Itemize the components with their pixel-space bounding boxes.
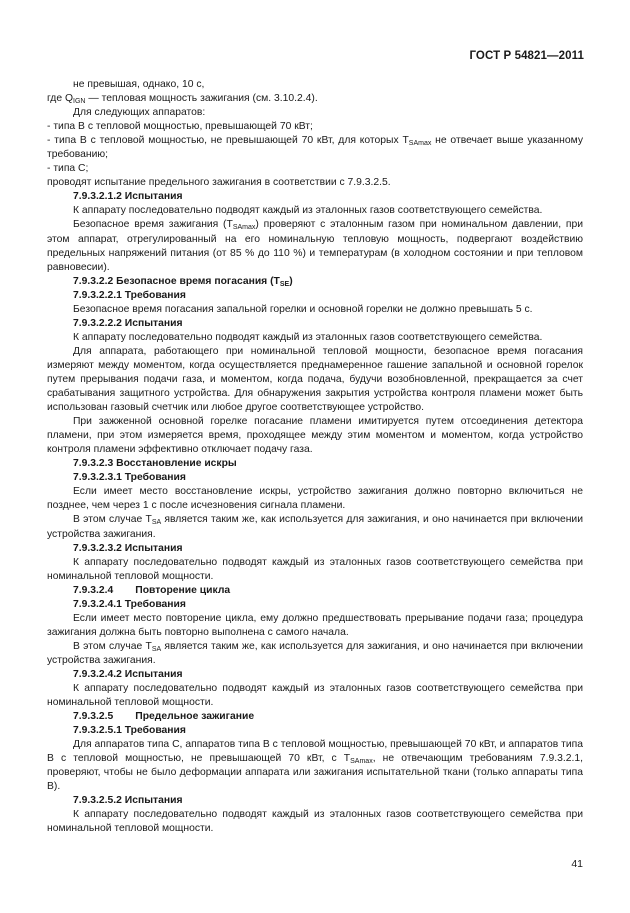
section-heading: 7.9.3.2.3.2 Испытания bbox=[73, 542, 183, 554]
section-heading: 7.9.3.2.4.1 Требования bbox=[73, 598, 186, 610]
section-heading: 7.9.3.2.2.2 Испытания bbox=[73, 317, 183, 329]
paragraph: Безопасное время погасания запальной горелки и основной горелки не должно превышать 5 с. bbox=[73, 303, 533, 315]
list-item: - типа С; bbox=[47, 163, 89, 175]
paragraph: Безопасное время зажигания $(T_{SAmax})$ проверяют с эталонным газом при номинальном давлении, при этом аппарат, отрегулированный на его номинальную тепловую мощность, подвергают воздействию предельных напряжений питания (от 85 % до 110 %) и температурам (в холодном состоянии и при тепловом равновесии). bbox=[47, 219, 583, 273]
paragraph: При зажженной основной горелке погасание пламени имитируется путем отсоединения детектора пламени, при этом измеряется время, проходящее между этим моментом и моментом, когда устройство контроля пламени эффективно отключает подачу газа. bbox=[47, 416, 583, 456]
paragraph: не превышая, однако, 10 с, bbox=[73, 79, 205, 90]
section-heading: 7.9.3.2.4.2 Испытания bbox=[73, 668, 183, 680]
document-body bbox=[47, 78, 583, 837]
paragraph: К аппарату последовательно подводят каждый из эталонных газов соответствующего семейства при номинальной тепловой мощности. bbox=[47, 556, 583, 582]
paragraph: Для аппаратов типа С, аппаратов типа В с тепловой мощностью, превышающей 70 кВт, и аппаратов типа В с тепловой мощностью, не превышающей 70 кВт, с $T_{SAmax}$, не отвечающим требованиям 7.9.3.2.1, проверяют, чтобы не было деформации аппарата или зажигания испытательной ткани (только аппараты типа В). bbox=[47, 739, 583, 793]
section-heading: 7.9.3.2.3.1 Требования bbox=[73, 472, 186, 484]
section-heading: 7.9.3.2.2 Безопасное время погасания $(T_{SE})$ bbox=[73, 275, 293, 288]
paragraph: где $Q_{IGN}$ — тепловая мощность зажигания (см. 3.10.2.4). bbox=[47, 93, 318, 106]
paragraph: К аппарату последовательно подводят каждый из эталонных газов соответствующего семейства при номинальной тепловой мощности. bbox=[47, 683, 583, 709]
paragraph: К аппарату последовательно подводят каждый из эталонных газов соответствующего семейства при номинальной тепловой мощности. bbox=[47, 809, 583, 835]
list-item: - типа В с тепловой мощностью, превышающей 70 кВт; bbox=[47, 121, 313, 133]
paragraph: Для следующих аппаратов: bbox=[73, 107, 206, 119]
standard-header: ГОСТ Р 54821—2011 bbox=[469, 50, 584, 62]
section-heading: 7.9.3.2.4 Повторение цикла bbox=[73, 584, 231, 596]
paragraph: проводят испытание предельного зажигания в соответствии с 7.9.3.2.5. bbox=[47, 177, 391, 189]
paragraph: Для аппарата, работающего при номинальной тепловой мощности, безопасное время погасания измеряют между моментом, когда осуществляется преднамеренное гашение запальной и основной горелок путем прерывания подачи газа, и моментом, когда подача, будучи возобновленной, прекращается за счет срабатывания защитного устройства. Для обнаружения закрытия устройства контроля пламени может быть использован газовый счетчик или любое другое соответствующее устройство. bbox=[47, 345, 583, 414]
paragraph: К аппарату последовательно подводят каждый из эталонных газов соответствующего семейства. bbox=[73, 205, 543, 217]
paragraph: К аппарату последовательно подводят каждый из эталонных газов соответствующего семейства. bbox=[73, 331, 543, 343]
paragraph: Если имеет место восстановление искры, устройство зажигания должно повторно включиться не позднее, чем через 1 с после исчезновения сигнала пламени. bbox=[47, 486, 583, 512]
paragraph: В этом случае $T_{SA}$ является таким же, как используется для зажигания, и оно начинается при включении устройства зажигания. bbox=[47, 514, 583, 540]
paragraph: В этом случае $T_{SA}$ является таким же, как используется для зажигания, и оно начинается при включении устройства зажигания. bbox=[47, 640, 583, 666]
section-heading: 7.9.3.2.2.1 Требования bbox=[73, 289, 186, 301]
list-item: - типа В с тепловой мощностью, не превышающей 70 кВт, для которых $T_{SAmax}$ не отвечает выше указанному требованию; bbox=[47, 135, 583, 161]
section-heading: 7.9.3.2.1.2 Испытания bbox=[73, 191, 183, 203]
section-heading: 7.9.3.2.5.1 Требования bbox=[73, 725, 186, 737]
section-heading: 7.9.3.2.5 Предельное зажигание bbox=[73, 711, 255, 723]
section-heading: 7.9.3.2.3 Восстановление искры bbox=[73, 458, 237, 470]
section-heading: 7.9.3.2.5.2 Испытания bbox=[73, 795, 183, 807]
page-number: 41 bbox=[571, 858, 583, 870]
paragraph: Если имеет место повторение цикла, ему должно предшествовать прерывание подачи газа; процедура зажигания должна быть повторно выполнена с самого начала. bbox=[47, 612, 583, 638]
